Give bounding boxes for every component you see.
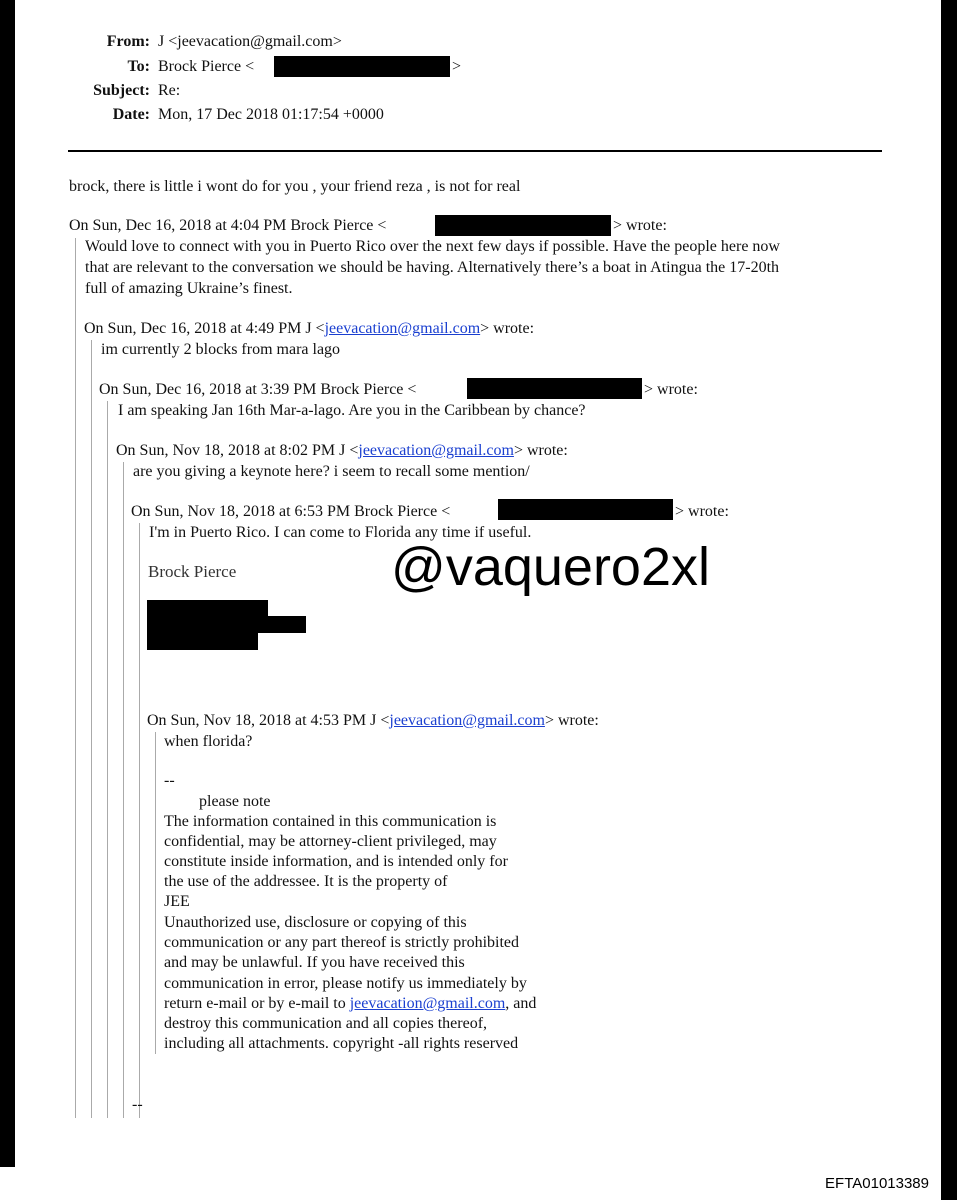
disclaimer-line: communication in error, please notify us immediately by [164, 975, 527, 992]
disclaimer-line: constitute inside information, and is intended only for [164, 853, 508, 870]
header-divider [68, 150, 882, 152]
q5-line: I'm in Puerto Rico. I can come to Florida any time if useful. [149, 524, 532, 541]
q6-email-link[interactable]: jeevacation@gmail.com [389, 712, 545, 729]
quote-bar-4 [123, 462, 124, 1118]
redaction-q1-email [435, 215, 611, 236]
q1-attribution: On Sun, Dec 16, 2018 at 4:04 PM Brock Pierce < [69, 217, 387, 234]
disclaimer-line: confidential, may be attorney-client privileged, may [164, 833, 497, 850]
subject-label: Subject: [93, 82, 150, 99]
q2-attribution: On Sun, Dec 16, 2018 at 4:49 PM J <jeevacation@gmail.com> wrote: [84, 320, 535, 337]
date-label: Date: [112, 106, 150, 123]
to-value: Brock Pierce < [158, 58, 255, 75]
subject-value: Re: [158, 82, 181, 99]
disclaimer-line: Unauthorized use, disclosure or copying of this [164, 914, 467, 931]
disclaimer-line: including all attachments. copyright -all rights reserved [164, 1035, 519, 1052]
from-value: J <jeevacation@gmail.com> [158, 33, 342, 50]
q6-line: when florida? [164, 733, 253, 750]
quote-bar-2 [91, 340, 92, 1118]
disclaimer-line: destroy this communication and all copies thereof, [164, 1015, 488, 1032]
q4-email-link[interactable]: jeevacation@gmail.com [358, 442, 514, 459]
to-label: To: [127, 58, 150, 75]
q5-attribution-end: > wrote: [675, 503, 729, 520]
quote-bar-6 [155, 732, 156, 1054]
from-email: jeevacation@gmail.com [177, 33, 333, 50]
q4-line: are you giving a keynote here? i seem to recall some mention/ [133, 463, 530, 480]
disclaimer-line: The information contained in this communication is [164, 813, 497, 830]
to-close: > [452, 58, 462, 75]
please-note: please note [199, 793, 271, 810]
page-identifier: EFTA01013389 [0, 1167, 941, 1200]
quote-bar-5 [139, 523, 140, 1118]
redaction-q3-email [467, 378, 642, 399]
body-text: brock, there is little i wont do for you , your friend reza , is not for real [69, 178, 521, 195]
sig-separator: -- [164, 772, 175, 789]
q2-line: im currently 2 blocks from mara lago [101, 341, 341, 358]
disclaimer-line: and may be unlawful. If you have received this [164, 954, 465, 971]
disclaimer-line: JEE [164, 893, 190, 910]
redaction-q5-email [498, 499, 673, 520]
q2-email-link[interactable]: jeevacation@gmail.com [324, 320, 481, 337]
signature-name: Brock Pierce [148, 562, 237, 581]
q3-attribution-end: > wrote: [644, 381, 698, 398]
q1-line: that are relevant to the conversation we should be having. Alternatively there’s a boat in Atingua the 17-20th [85, 259, 780, 276]
q6-attribution: On Sun, Nov 18, 2018 at 4:53 PM J <jeevacation@gmail.com> wrote: [147, 712, 599, 729]
q4-attribution: On Sun, Nov 18, 2018 at 8:02 PM J <jeevacation@gmail.com> wrote: [116, 442, 568, 459]
q3-line: I am speaking Jan 16th Mar-a-lago. Are you in the Caribbean by chance? [118, 402, 586, 419]
disclaimer-line: communication or any part thereof is strictly prohibited [164, 934, 520, 951]
redaction-signature-3 [147, 632, 258, 650]
quote-bar-3 [107, 401, 108, 1118]
date-value: Mon, 17 Dec 2018 01:17:54 +0000 [158, 106, 384, 123]
disclaimer-line: the use of the addressee. It is the property of [164, 873, 448, 890]
q1-line: Would love to connect with you in Puerto Rico over the next few days if possible. Have the people here now [85, 238, 780, 255]
quote-bar-1 [75, 238, 76, 1118]
watermark-handle: @vaquero2xl [391, 537, 710, 597]
q1-attribution-end: > wrote: [613, 217, 667, 234]
redaction-to-email [274, 56, 450, 77]
document-page [15, 0, 941, 1167]
q3-attribution: On Sun, Dec 16, 2018 at 3:39 PM Brock Pierce < [99, 381, 417, 398]
disclaimer-email-link[interactable]: jeevacation@gmail.com [349, 995, 506, 1012]
q5-attribution: On Sun, Nov 18, 2018 at 6:53 PM Brock Pierce < [131, 503, 451, 520]
from-label: From: [106, 33, 150, 50]
disclaimer-line: return e-mail or by e-mail to jeevacation@gmail.com, and [164, 995, 537, 1012]
bottom-separator: -- [132, 1096, 143, 1113]
q1-line: full of amazing Ukraine’s finest. [85, 280, 293, 297]
redaction-signature-2 [147, 616, 306, 633]
redaction-signature-1 [147, 600, 268, 617]
